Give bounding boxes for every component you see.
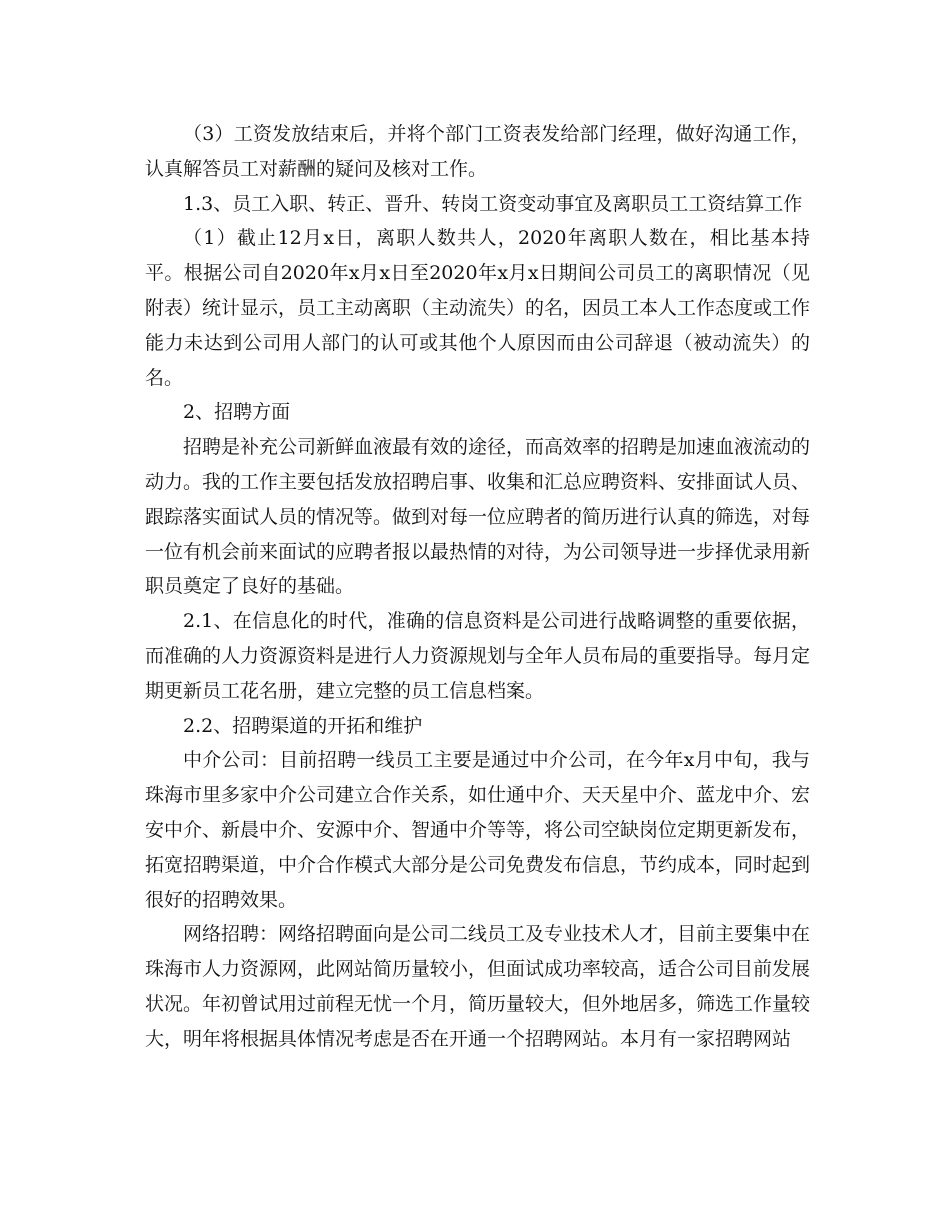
paragraph-resignation-stats: （1）截止12月x日，离职人数共人，2020年离职人数在，相比基本持平。根据公司自2020年x月x日至2020年x月x日期间公司员工的离职情况（见附表）统计显示，员工主动离职（主动流失）的名，因员工本人工作态度或工作能力未达到公司用人部门的认可或其他个人原因而由公司辞退（被动流失）的名。 bbox=[145, 227, 811, 389]
paragraph-online-recruitment: 网络招聘：网络招聘面向是公司二线员工及专业技术人才，目前主要集中在珠海市人力资源网，此网站简历量较小，但面试成功率较高，适合公司目前发展状况。年初曾试用过前程无忧一个月，简历量较大，但外地居多，筛选工作量较大，明年将根据具体情况考虑是否在开通一个招聘网站。本月有一家招聘网站 bbox=[145, 923, 811, 1050]
paragraph-agency-recruitment: 中介公司：目前招聘一线员工主要是通过中介公司，在今年x月中旬，我与珠海市里多家中介公司建立合作关系，如仕通中介、天天星中介、蓝龙中介、宏安中介、新晨中介、安源中介、智通中介等等，将公司空缺岗位定期更新发布，拓宽招聘渠道，中介合作模式大部分是公司免费发布信息，节约成本，同时起到很好的招聘效果。 bbox=[145, 749, 811, 911]
paragraph-2-1-information: 2.1、在信息化的时代，准确的信息资料是公司进行战略调整的重要依据，而准确的人力资源资料是进行人力资源规划与全年人员布局的重要指导。每月定期更新员工花名册，建立完整的员工信息档案。 bbox=[145, 610, 811, 702]
heading-2-recruitment: 2、招聘方面 bbox=[183, 401, 291, 424]
heading-2-2-recruitment-channels: 2.2、招聘渠道的开拓和维护 bbox=[183, 714, 423, 737]
document-body bbox=[145, 117, 810, 1057]
paragraph-salary-distribution-3: （3）工资发放结束后，并将个部门工资表发给部门经理，做好沟通工作，认真解答员工对薪酬的疑问及核对工作。 bbox=[145, 123, 810, 180]
heading-1-3-salary-changes: 1.3、员工入职、转正、晋升、转岗工资变动事宜及离职员工工资结算工作 bbox=[183, 192, 803, 215]
paragraph-recruitment-overview: 招聘是补充公司新鲜血液最有效的途径，而高效率的招聘是加速血液流动的动力。我的工作主要包括发放招聘启事、收集和汇总应聘资料、安排面试人员、跟踪落实面试人员的情况等。做到对每一位应聘者的简历进行认真的筛选，对每一位有机会前来面试的应聘者报以最热情的对待，为公司领导进一步择优录用新职员奠定了良好的基础。 bbox=[145, 436, 811, 598]
